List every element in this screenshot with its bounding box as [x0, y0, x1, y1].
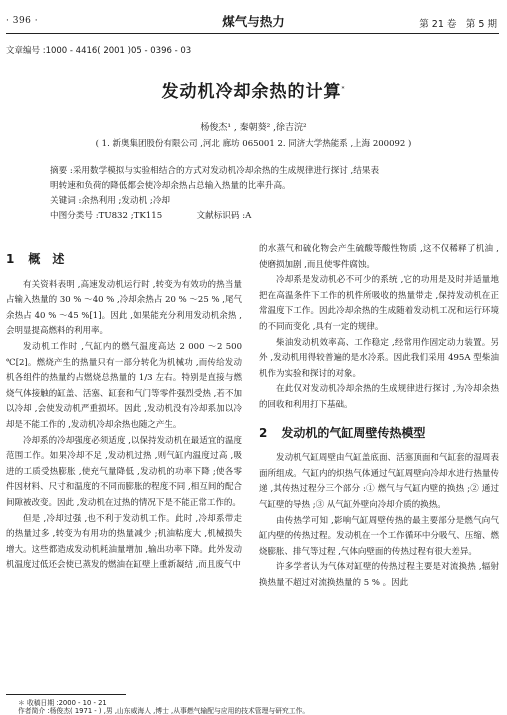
author-list: 杨俊杰¹ , 秦朝葵² ,徐吉浣² — [200, 123, 307, 133]
left-column — [6, 244, 242, 574]
right-column — [259, 242, 499, 591]
section-heading — [259, 426, 499, 442]
abstract-line: 明转速和负荷的降低都会使冷却余热占总输入热量的比率升高。 — [50, 181, 291, 191]
section-heading — [6, 252, 242, 268]
paragraph: 许多学者认为气体对缸壁的传热过程主要是对流换热 ,辐射换热量不超过对流换热量的 5 % 。因此 — [259, 562, 499, 588]
abstract-line: 摘要 :采用数学模拟与实验相结合的方式对发动机冷却余热的生成规律进行探讨 ,结果表 — [50, 166, 380, 176]
footnote-received: ＊ 收稿日期 :2000 - 10 - 21 — [18, 699, 107, 707]
article-number: 文章编号 :1000 - 4416( 2001 )05 - 0396 - 03 — [6, 46, 192, 56]
title-footnote-mark: * — [341, 85, 346, 93]
section-title: 发动机的气缸周壁传热模型 — [281, 425, 426, 440]
section-number: 1 — [6, 252, 15, 266]
affiliations: ( 1. 新奥集团股份有限公司 ,河北 廊坊 065001 2. 同济大学热能系 ,上海 200092 ) — [95, 139, 412, 149]
footnote-rule — [6, 694, 126, 695]
section-number: 2 — [259, 425, 268, 440]
paper-title-text: 发动机冷却余热的计算 — [161, 82, 342, 102]
paragraph: 有关资料表明 ,高速发动机运行时 ,转变为有效功的热当量占输入热量的 30 % ～40 % ,冷却余热占 20 % ～25 % ,尾气余热占 40 % ～45 %[1]。因此 ,如果能充分利用发动机余热 ,会明显提高燃料的利用率。 — [6, 279, 242, 337]
abstract-block — [50, 164, 458, 224]
paragraph: 冷却系是发动机必不可少的系统 ,它的功用是及时并适量地把在高温条件下工作的机件所吸收的热量带走 ,保持发动机在正常温度下工作。因此冷却余热的生成随着发动机工况和运行环境的不同而变化 ,具有一定的规律。 — [259, 275, 499, 332]
paragraph: 柴油发动机效率高、工作稳定 ,经常用作固定动力装置。另外 ,发动机用得较普遍的是水冷系。因此我们采用 495A 型柴油机作为实验和探讨的对象。 — [259, 337, 499, 379]
paper-title — [0, 77, 507, 102]
section-title: 概 述 — [28, 252, 65, 266]
classification-line: 中图分类号 :TU832 ;TK115 文献标识码 :A — [50, 211, 252, 221]
page-number: · 396 · — [6, 16, 39, 26]
paragraph: 由传热学可知 ,影响气缸周壁传热的最主要部分是燃气向气缸内壁的传热过程。发动机在一个工作循环中分吸气、压缩、燃烧膨胀、排气等过程 ,气体向壁面的传热过程有很大差异。 — [259, 515, 499, 557]
paragraph: 但是 ,冷却过强 ,也不利于发动机工作。此时 ,冷却系带走的热量过多 ,转变为有用功的热量减少 ;机油粘度大 ,机械损失增大。这些都造成发动机耗油量增加 ,输出功率下降。此外发动机温度过低还会使已蒸发的燃油在缸壁上重新凝结 ,而且废气中 — [6, 513, 242, 571]
volume-issue: 第 21 卷 第 5 期 — [419, 19, 497, 30]
footnote-author: 作者简介 :杨俊杰( 1971 - ) ,男 ,山东威海人 ,博士 ,从事燃气输配与应用的技术管理与研究工作。 — [18, 707, 310, 715]
paragraph: 冷却系的冷却强度必须适度 ,以保持发动机在最适宜的温度范围工作。如果冷却不足 ,发动机过热 ,则气缸内温度过高 ,吸进的工质受热膨胀 ,使充气量降低 ,发动机的功率下降 ;使各零件因材料、尺寸和温度的不同而膨胀的程度不同 ,相互间的配合间隙被改变。因此 ,发动机在过热的情况下是不能正常工作的。 — [6, 435, 242, 508]
paragraph: 的水蒸气和硫化物会产生硫酸等酸性物质 ,这不仅稀释了机油 ,使磨损加剧 ,而且使零件腐蚀。 — [259, 244, 499, 270]
paragraph: 发动机工作时 ,气缸内的燃气温度高达 2 000 ～2 500 ℃[2]。燃烧产生的热量只有一部分转化为机械功 ,而传给发动机各组件的热量约占燃烧总热量的 1/3 左右。特别是直接与燃烧气体接触的缸盖、活塞、缸套和气门等零件强烈受热 ,若不加以冷却 ,会使发动机严重损坏。因此 ,发动机没有冷却系加以冷却是不能工作的 ,发动机冷却余热也随之产生。 — [6, 341, 242, 430]
keywords-line: 关键词 :余热利用 ;发动机 ;冷却 — [50, 196, 171, 206]
paragraph: 发动机气缸周壁由气缸盖底面、活塞顶面和气缸套的湿周表面所组成。气缸内的炽热气体通过气缸周壁向冷却水进行热量传递 ,其传热过程分三个部分 :① 燃气与气缸内壁的换热 ;② 通过气缸壁的导热 ;③ 从气缸外壁向冷却介质的换热。 — [259, 453, 499, 510]
header-rule — [6, 33, 499, 34]
paragraph: 在此仅对发动机冷却余热的生成规律进行探讨 ,为冷却余热的回收和利用打下基础。 — [259, 384, 499, 410]
journal-name: 煤气与热力 — [222, 14, 285, 29]
